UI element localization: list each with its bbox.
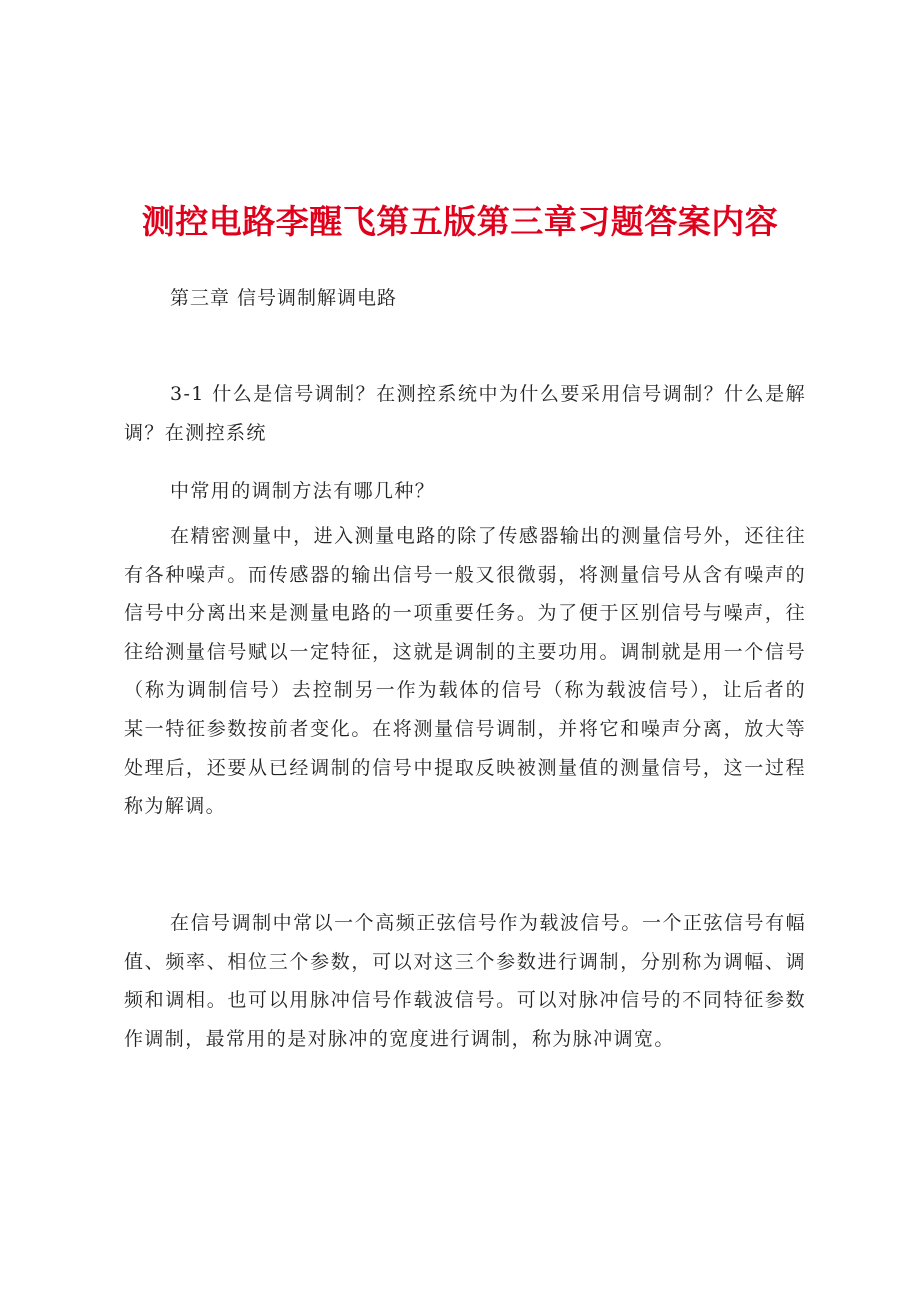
answer-paragraph-2 [124,904,806,1058]
question-continuation-text: 中常用的调制方法有哪几种？ [170,480,436,502]
answer-paragraph-1 [124,517,806,826]
document-title: 测控电路李醒飞第五版第三章习题答案内容 [141,202,779,241]
answer-paragraph-1-text: 在精密测量中，进入测量电路的除了传感器输出的测量信号外，还往往有各种噪声。而传感器的输出信号一般又很微弱，将测量信号从含有噪声的信号中分离出来是测量电路的一项重要任务。为了便于区别信号与噪声，往往给测量信号赋以一定特征，这就是调制的主要功用。调制就是用一个信号（称为调制信号）去控制另一作为载体的信号（称为载波信号），让后者的某一特征参数按前者变化。在将测量信号调制，并将它和噪声分离，放大等处理后，还要从已经调制的信号中提取反映被测量值的测量信号，这一过程称为解调。 [124,525,806,818]
answer-paragraph-2-text: 在信号调制中常以一个高频正弦信号作为载波信号。一个正弦信号有幅值、频率、相位三个参数，可以对这三个参数进行调制，分别称为调幅、调频和调相。也可以用脉冲信号作载波信号。可以对脉冲信号的不同特征参数作调制，最常用的是对脉冲的宽度进行调制，称为脉冲调宽。 [124,912,806,1050]
question-text: 3-1 什么是信号调制？在测控系统中为什么要采用信号调制？什么是解调？在测控系统 [124,383,806,444]
question-continuation [124,472,806,511]
question-paragraph [124,375,806,452]
chapter-heading: 第三章 信号调制解调电路 [170,287,398,309]
